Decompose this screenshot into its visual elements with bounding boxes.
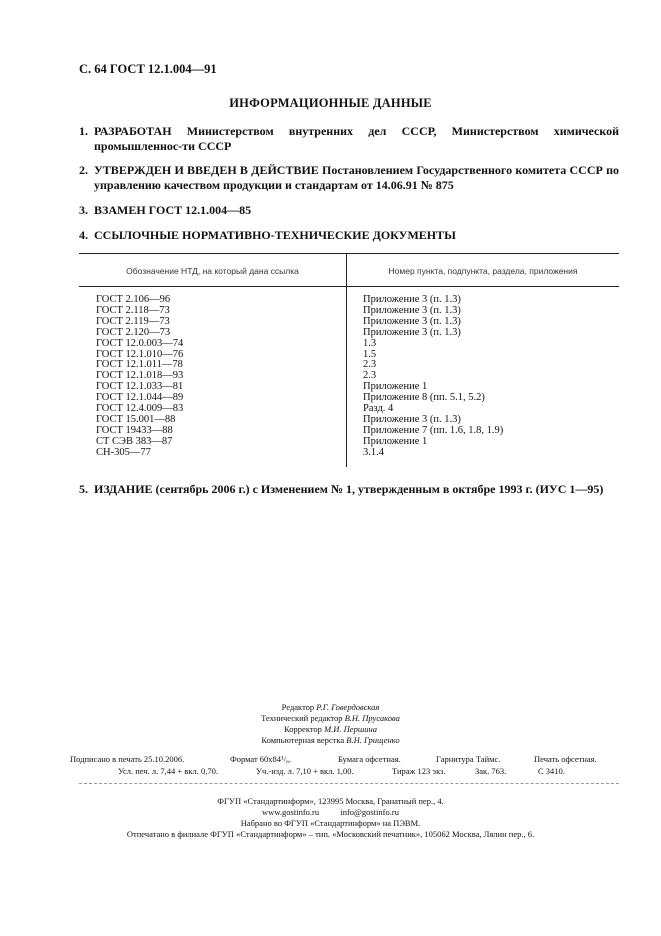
table-cell-clause: Приложение 3 (п. 1.3) <box>363 304 461 316</box>
print-typeface: Гарнитура Таймс. <box>436 754 501 764</box>
divider <box>79 783 619 784</box>
table-cell-clause: 1.5 <box>363 348 377 360</box>
item-text: РАЗРАБОТАН Министерством внутренних дел СССР, Министерством химической промышленнос-ти СССР <box>94 124 619 153</box>
table-cell-document: ГОСТ 15.001—88 <box>96 413 176 425</box>
credit-role: Компьютерная верстка <box>261 735 347 745</box>
table-cell-document: ГОСТ 19433—88 <box>96 424 173 436</box>
table-cell-clause: Приложение 1 <box>363 381 428 393</box>
print-order: Зак. 763. <box>475 766 507 776</box>
table-header-clause: Номер пункта, подпункта, раздела, приложения <box>388 266 578 276</box>
table-cell-document: ГОСТ 12.0.003—74 <box>96 337 184 349</box>
credit-role: Технический редактор <box>261 713 345 723</box>
print-run: Тираж 123 экз. <box>392 766 446 776</box>
credit-role: Корректор <box>284 724 325 734</box>
table-cell-clause: 3.1.4 <box>363 446 384 458</box>
item-number: 2. <box>79 163 88 177</box>
print-code: С 3410. <box>538 766 565 776</box>
table-cell-document: ГОСТ 12.1.018—93 <box>96 370 184 382</box>
credit-line <box>0 724 661 735</box>
item-text: ИЗДАНИЕ (сентябрь 2006 г.) с Изменением № 1, утвержденным в октябре 1993 г. (ИУС 1—95) <box>94 482 604 496</box>
print-method: Печать офсетная. <box>534 754 597 764</box>
item-number: 1. <box>79 124 88 138</box>
info-item-5 <box>79 482 619 497</box>
publisher-line: Отпечатано в филиале ФГУП «Стандартинформ» – тип. «Московский печатник», 105062 Москва, Лялин пер., 6. <box>126 829 535 839</box>
info-item-2 <box>79 163 619 193</box>
section-title: ИНФОРМАЦИОННЫЕ ДАННЫЕ <box>229 96 432 110</box>
table-cell-clause: Приложение 7 (пп. 1.6, 1.8, 1.9) <box>363 424 504 436</box>
table-cell-clause: Разд. 4 <box>363 403 394 415</box>
item-number: 5. <box>79 482 88 496</box>
credit-name: В.Н. Прусакова <box>344 713 400 723</box>
table-cell-document: ГОСТ 12.4.009—83 <box>96 403 184 415</box>
table-cell-clause: 1.3 <box>363 337 377 349</box>
credit-line <box>0 735 661 746</box>
table-cell-document: ГОСТ 12.1.010—76 <box>96 348 184 360</box>
table-cell-clause: Приложение 3 (п. 1.3) <box>363 315 461 327</box>
table-column-clauses <box>363 295 503 459</box>
info-item-1 <box>79 124 619 154</box>
print-signed: Подписано в печать 25.10.2006. <box>70 754 185 764</box>
table-cell-clause: Приложение 8 (пп. 5.1, 5.2) <box>363 392 485 404</box>
publisher-line: www.gostinfo.ru info@gostinfo.ru <box>262 807 399 817</box>
table-top-rule <box>79 253 619 254</box>
table-cell-document: ГОСТ 12.1.033—81 <box>96 381 184 393</box>
item-text: ССЫЛОЧНЫЕ НОРМАТИВНО-ТЕХНИЧЕСКИЕ ДОКУМЕНТЫ <box>94 228 456 242</box>
credit-line <box>0 713 661 724</box>
credit-name: В.Н. Грищенко <box>346 735 400 745</box>
item-text: ВЗАМЕН ГОСТ 12.1.004—85 <box>94 203 252 217</box>
page-header: С. 64 ГОСТ 12.1.004—91 <box>79 62 217 76</box>
publisher-line: Набрано во ФГУП «Стандартинформ» на ПЭВМ. <box>240 818 421 828</box>
item-number: 3. <box>79 203 88 217</box>
table-cell-document: ГОСТ 12.1.044—89 <box>96 392 184 404</box>
table-cell-clause: Приложение 3 (п. 1.3) <box>363 413 461 425</box>
table-column-documents <box>96 295 183 459</box>
info-item-3 <box>79 203 619 218</box>
table-cell-clause: 2.3 <box>363 359 377 371</box>
credit-name: Р.Г. Говердовская <box>316 702 380 712</box>
print-paper: Бумага офсетная. <box>338 754 401 764</box>
table-cell-clause: Приложение 3 (п. 1.3) <box>363 326 461 338</box>
table-cell-document: СН-305—77 <box>96 446 151 458</box>
table-cell-clause: 2.3 <box>363 370 377 382</box>
table-cell-document: СТ СЭВ 383—87 <box>96 435 173 447</box>
print-format: Формат 60x84¹/₈. <box>230 754 292 764</box>
table-cell-document: ГОСТ 2.120—73 <box>96 326 171 338</box>
table-cell-clause: Приложение 1 <box>363 435 428 447</box>
table-cell-document: ГОСТ 2.106—96 <box>96 294 171 305</box>
publisher-info <box>0 796 661 840</box>
item-text: УТВЕРЖДЕН И ВВЕДЕН В ДЕЙСТВИЕ Постановлением Государственного комитета СССР по управлению качеством продукции и стандартам от 14.06.91 № 875 <box>94 163 619 192</box>
credit-role: Редактор <box>281 702 317 712</box>
credit-name: М.И. Першина <box>324 724 377 734</box>
table-header-rule <box>79 286 619 287</box>
editorial-credits <box>0 702 661 746</box>
table-cell-document: ГОСТ 2.119—73 <box>96 315 170 327</box>
table-cell-clause: Приложение 3 (п. 1.3) <box>363 294 461 305</box>
table-cell-document: ГОСТ 12.1.011—78 <box>96 359 183 371</box>
publisher-line: ФГУП «Стандартинформ», 123995 Москва, Гранатный пер., 4. <box>217 796 444 806</box>
table-cell-document: ГОСТ 2.118—73 <box>96 304 170 316</box>
table-header-document: Обозначение НТД, на который дана ссылка <box>126 266 299 276</box>
info-item-4 <box>79 228 619 243</box>
print-edition-sheets: Уч.-изд. л. 7,10 + вкл. 1,00. <box>256 766 354 776</box>
credit-line <box>0 702 661 713</box>
item-number: 4. <box>79 228 88 242</box>
print-sheets: Усл. печ. л. 7,44 + вкл. 0,70. <box>118 766 218 776</box>
